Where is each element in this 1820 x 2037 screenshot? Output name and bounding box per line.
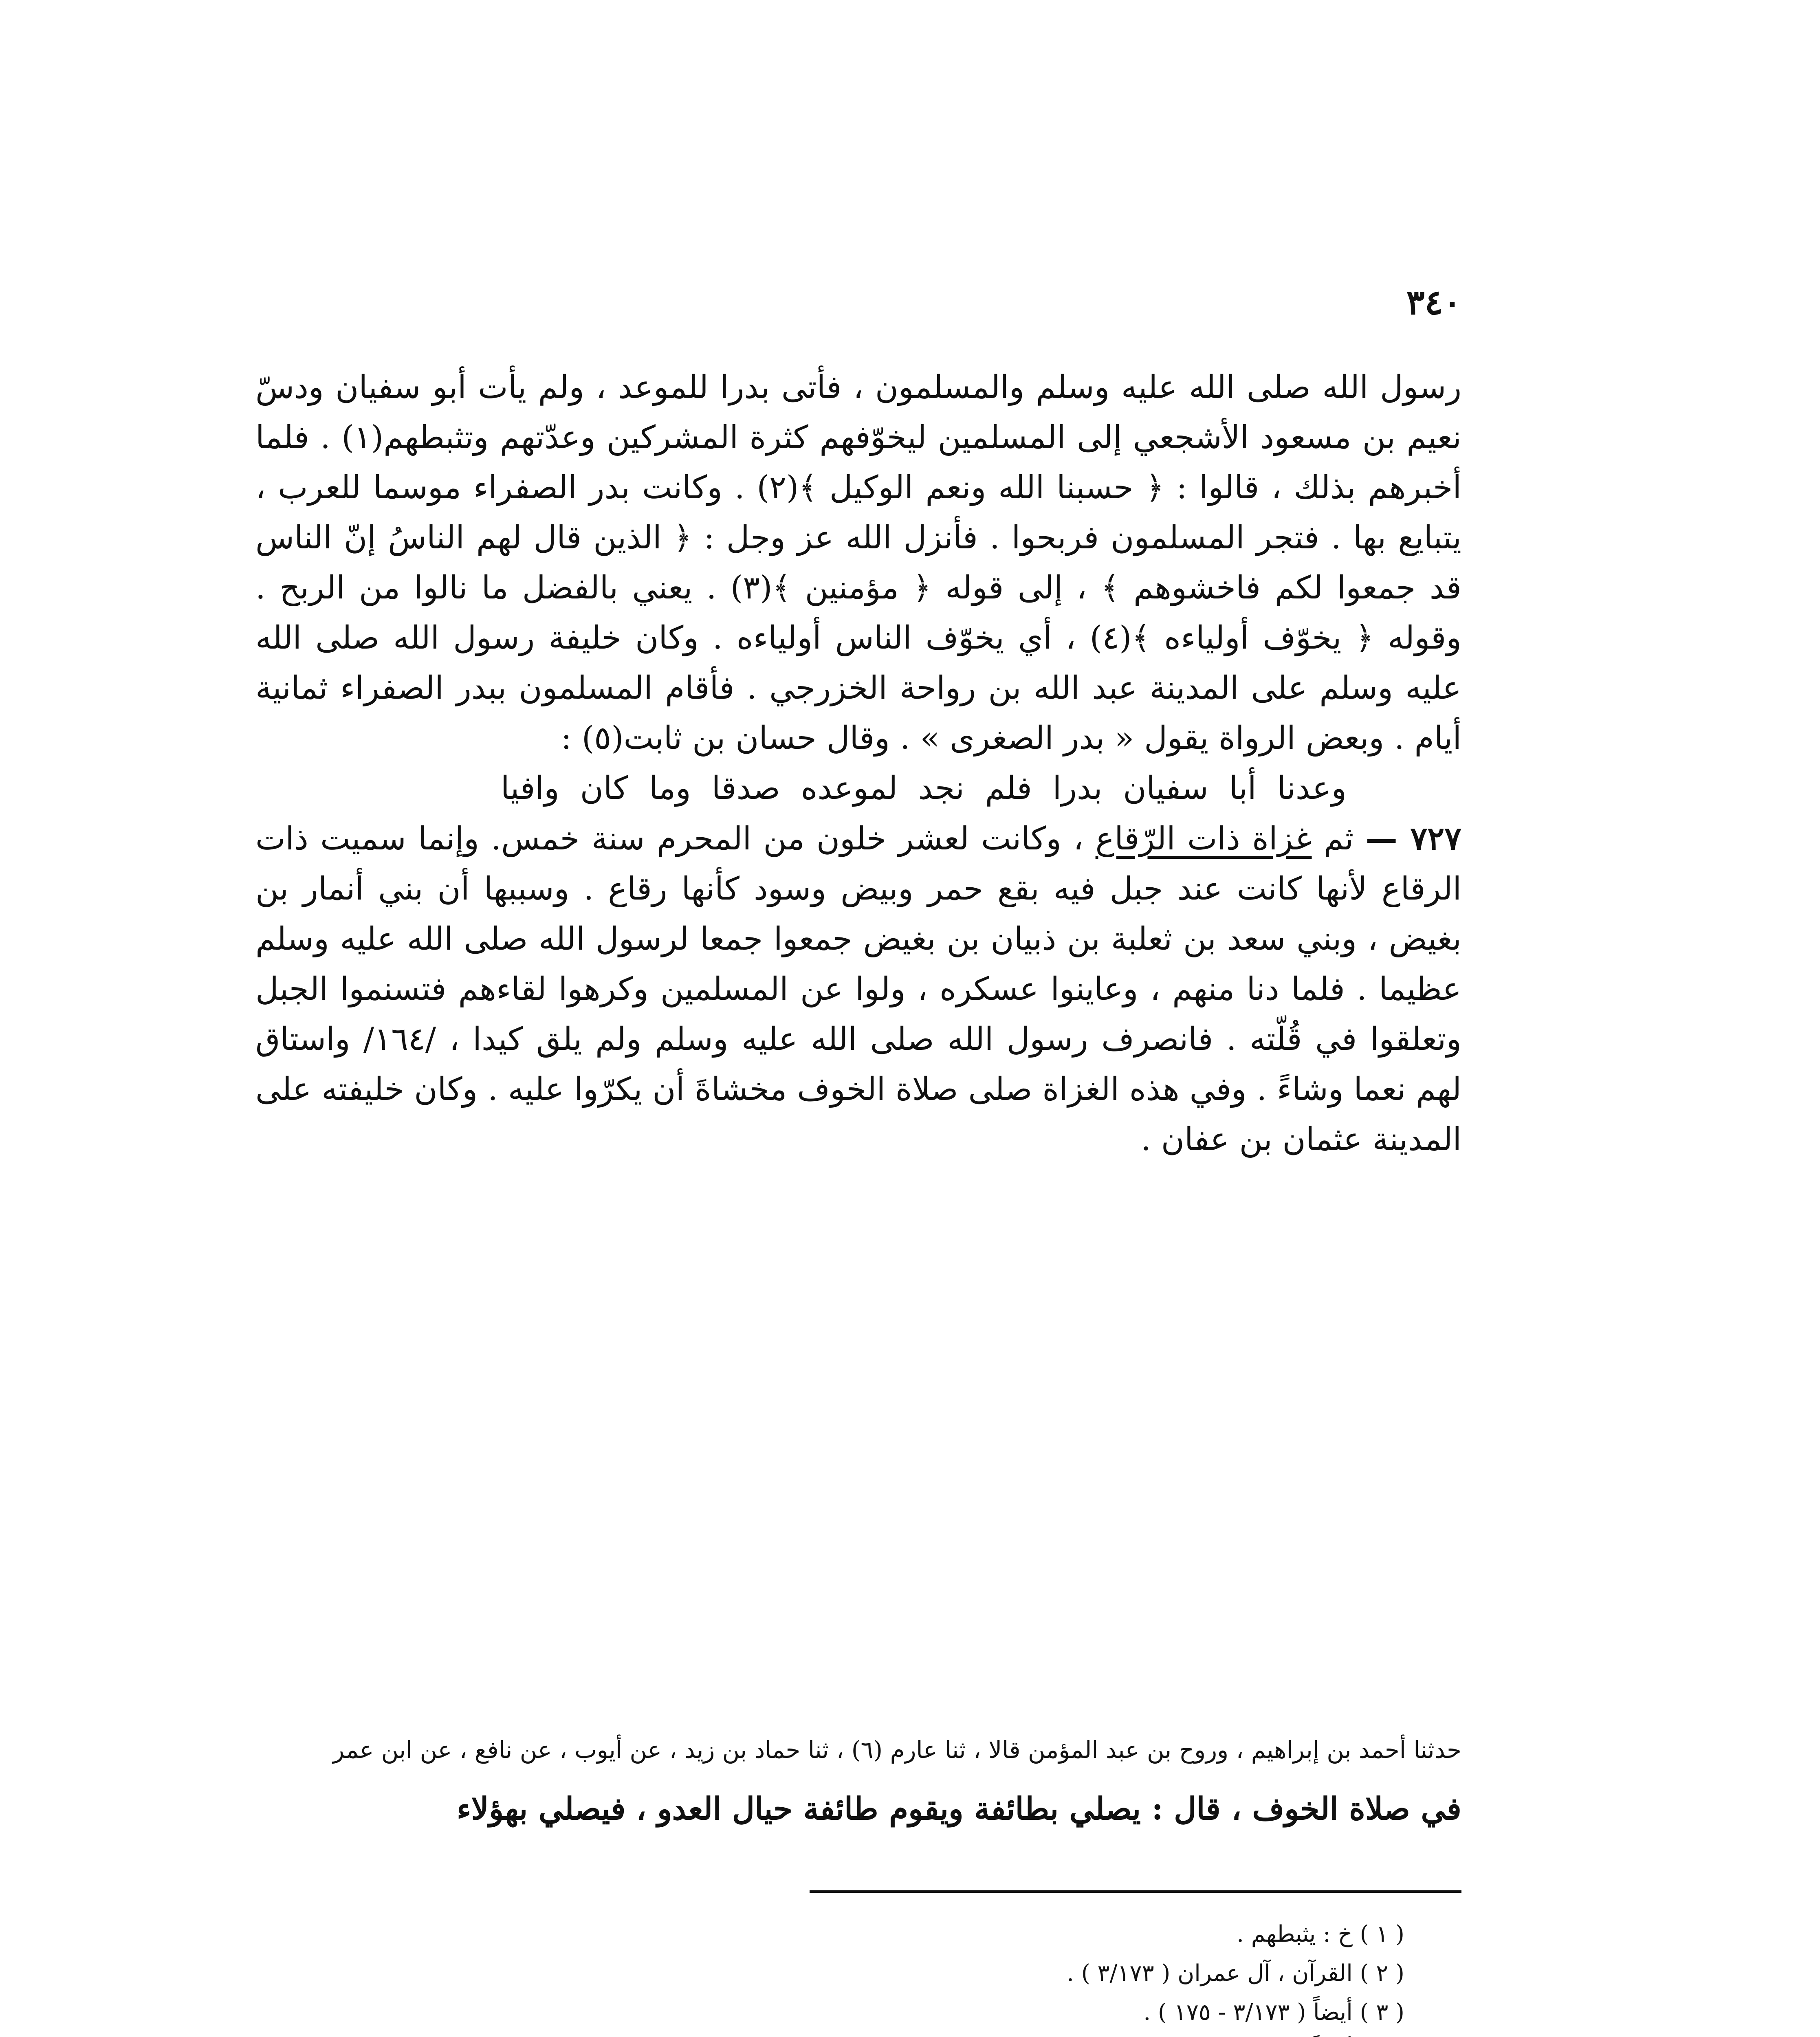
- main-text: [255, 363, 1461, 1165]
- hadith-block: [255, 1731, 1461, 1833]
- paragraph-badr: رسول الله صلى الله عليه وسلم والمسلمون ، فأتى بدرا للموعد ، ولم يأت أبو سفيان ودسّ نعيم بن مسعود الأشجعي إلى المسلمين ليخوّفهم كثرة المشركين وعدّتهم وتثبطهم(١) . فلما أخبرهم بذلك ، قالوا : ﴿ حسبنا الله ونعم الوكيل ﴾(٢) . وكانت بدر الصفراء موسما للعرب ، يتبايع بها . فتجر المسلمون فربحوا . فأنزل الله عز وجل : ﴿ الذين قال لهم الناسُ إنّ الناس قد جمعوا لكم فاخشوهم ﴾ ، إلى قوله ﴿ مؤمنين ﴾(٣) . يعني بالفضل ما نالوا من الربح . وقوله ﴿ يخوّف أولياءه ﴾(٤) ، أي يخوّف الناس أولياءه . وكان خليفة رسول الله صلى الله عليه وسلم على المدينة عبد الله بن رواحة الخزرجي . فأقام المسلمون ببدر الصفراء ثمانية أيام . وبعض الرواة يقول « بدر الصغرى » . وقال حسان بن ثابت(٥) :: [255, 369, 1462, 757]
- footnote-divider: [810, 1890, 1461, 1893]
- page-number: ٣٤٠: [1406, 282, 1461, 322]
- paragraph-lead-word: ثم: [1323, 821, 1354, 857]
- paragraph-number: ٧٢٧ —: [1365, 820, 1462, 857]
- footnote-2: ( ٢ ) القرآن ، آل عمران ( ٣/١٧٣ ) .: [1067, 1960, 1404, 1986]
- paragraph-727: [255, 814, 1461, 1165]
- paragraph-727-body: ، وكانت لعشر خلون من المحرم سنة خمس. وإنما سميت ذات الرقاع لأنها كانت عند جبل فيه بقع حمر وبيض وسود كأنها رقاع . وسببها أن بني أنمار بن بغيض ، وبني سعد بن ثعلبة بن ذبيان بن بغيض جمعوا جمعا لرسول الله صلى الله عليه وسلم عظيما . فلما دنا منهم ، وعاينوا عسكره ، ولوا عن المسلمين وكرهوا لقاءهم فتسنموا الجبل وتعلقوا في قُلّته . فانصرف رسول الله صلى الله عليه وسلم ولم يلق كيدا ، /١٦٤/ واستاق لهم نعما وشاءً . وفي هذه الغزاة صلى صلاة الخوف مخشاةَ أن يكرّوا عليه . وكان خليفته على المدينة عثمان بن عفان .: [255, 821, 1462, 1158]
- hadith-isnad: حدثنا أحمد بن إبراهيم ، وروح بن عبد المؤمن قالا ، ثنا عارم (٦) ، ثنا حماد بن زيد ، عن أيوب ، عن نافع ، عن ابن عمر: [333, 1736, 1461, 1764]
- section-title-dhat-al-riqa: غزاة ذات الرّقاع: [1095, 821, 1312, 857]
- footnote-4: [255, 2032, 1461, 2037]
- hadith-matn: في صلاة الخوف ، قال : يصلي بطائفة ويقوم طائفة حيال العدو ، فيصلي بهؤلاء: [456, 1791, 1461, 1827]
- footnote-1: ( ١ ) خ : يثبطهم .: [1237, 1921, 1404, 1947]
- footnotes: [255, 1915, 1461, 2037]
- footnote-3: ( ٣ ) أيضاً ( ٣/١٧٣ - ١٧٥ ) .: [1143, 1999, 1404, 2026]
- poem-verse: وعدنا أبا سفيان بدرا فلم نجد لموعده صدقا وما كان وافيا: [500, 770, 1347, 807]
